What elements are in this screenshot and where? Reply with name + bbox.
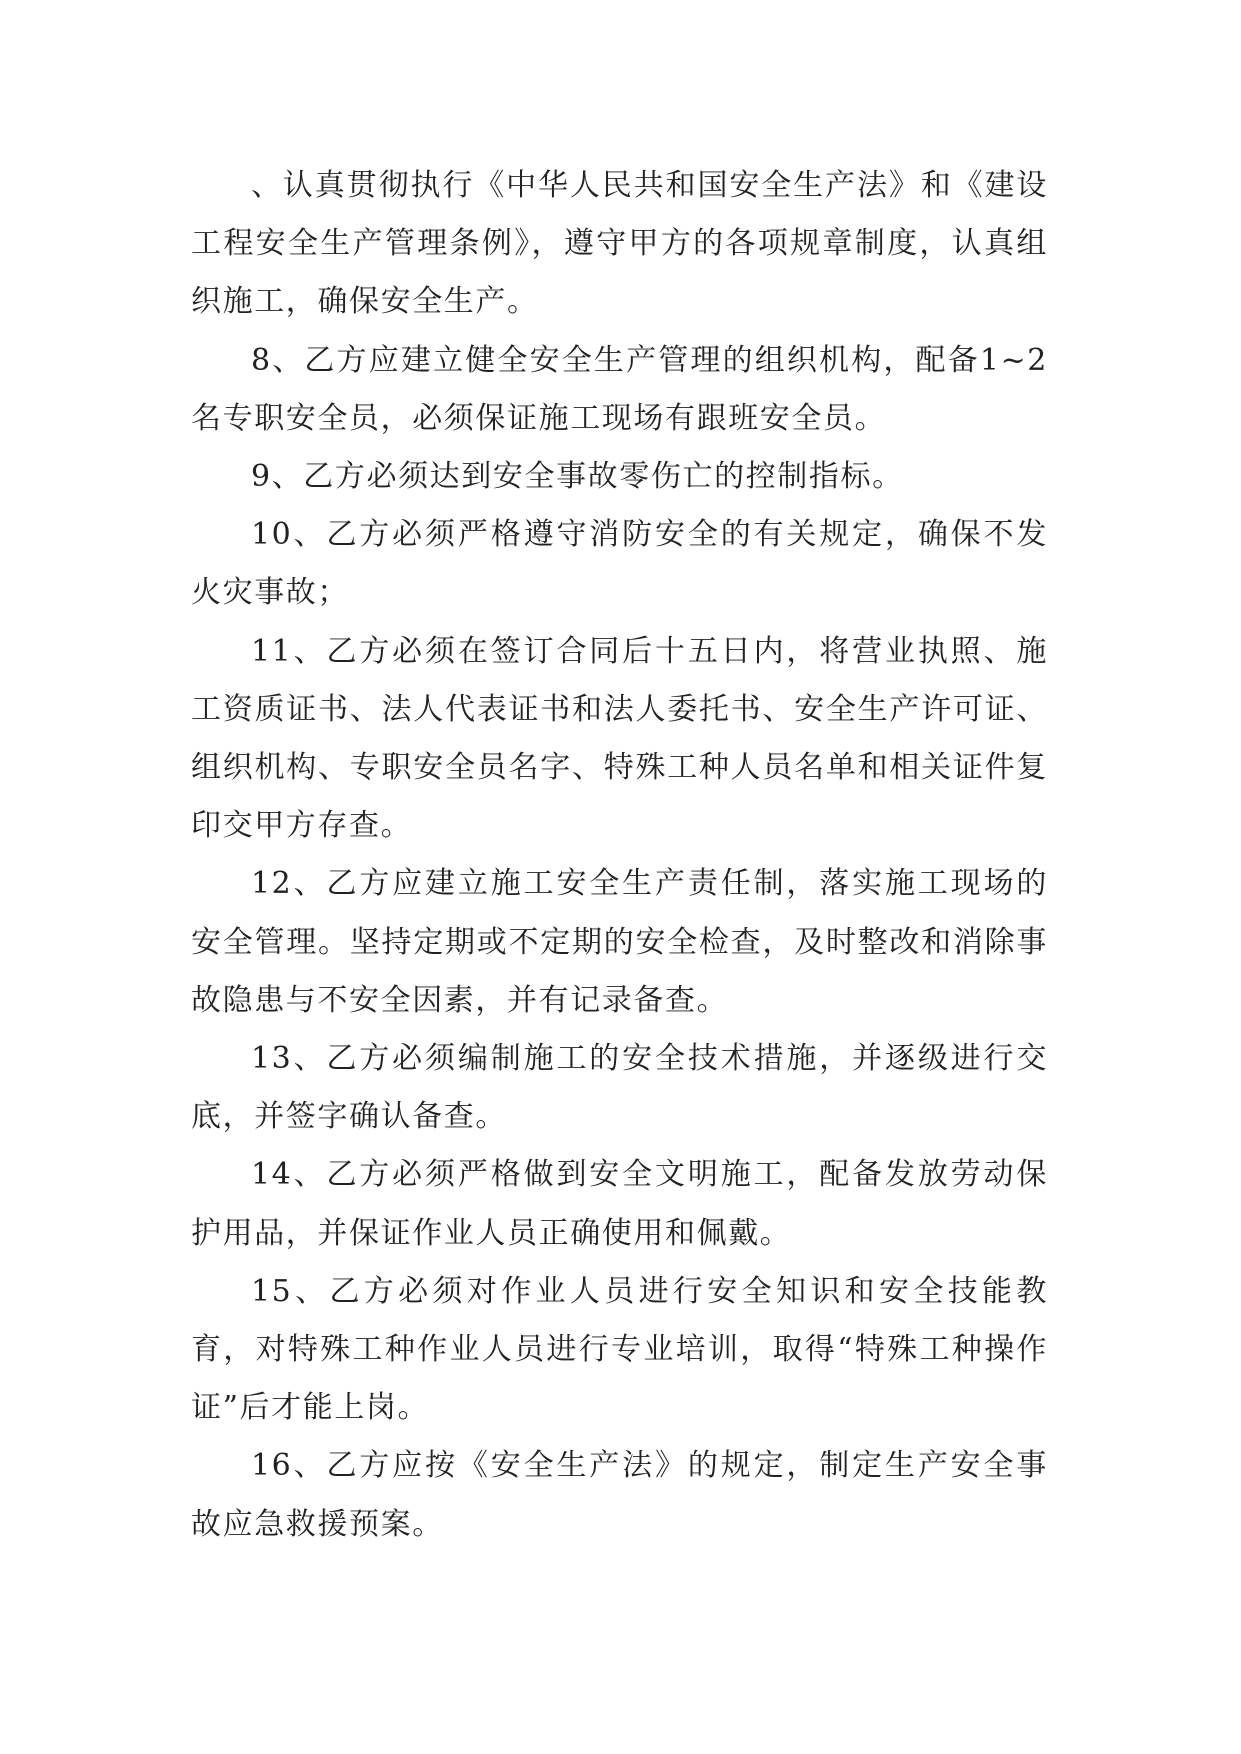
document-body <box>191 157 1048 1554</box>
clause-7: 、认真贯彻执行《中华人民共和国安全生产法》和《建设工程安全生产管理条例》，遵守甲方的各项规章制度，认真组织施工，确保安全生产。 <box>191 168 1048 320</box>
clause-13: 13、乙方必须编制施工的安全技术措施，并逐级进行交底，并签字确认备查。 <box>191 1041 1048 1135</box>
clause-8: 8、乙方应建立健全安全生产管理的组织机构，配备1~2名专职安全员，必须保证施工现场有跟班安全员。 <box>191 342 1048 436</box>
clause-11: 11、乙方必须在签订合同后十五日内，将营业执照、施工资质证书、法人代表证书和法人委托书、安全生产许可证、组织机构、专职安全员名字、特殊工种人员名单和相关证件复印交甲方存查。 <box>191 633 1048 844</box>
clause-14: 14、乙方必须严格做到安全文明施工，配备发放劳动保护用品，并保证作业人员正确使用和佩戴。 <box>191 1157 1048 1251</box>
clause-12: 12、乙方应建立施工安全生产责任制，落实施工现场的安全管理。坚持定期或不定期的安全检查，及时整改和消除事故隐患与不安全因素，并有记录备查。 <box>191 866 1048 1018</box>
clause-9: 9、乙方必须达到安全事故零伤亡的控制指标。 <box>251 459 904 495</box>
clause-16: 16、乙方应按《安全生产法》的规定，制定生产安全事故应急救援预案。 <box>191 1448 1048 1542</box>
clause-10: 10、乙方必须严格遵守消防安全的有关规定，确保不发火灾事故； <box>191 517 1048 611</box>
clause-15: 15、乙方必须对作业人员进行安全知识和安全技能教育，对特殊工种作业人员进行专业培训，取得“特殊工种操作证”后才能上岗。 <box>191 1273 1048 1426</box>
